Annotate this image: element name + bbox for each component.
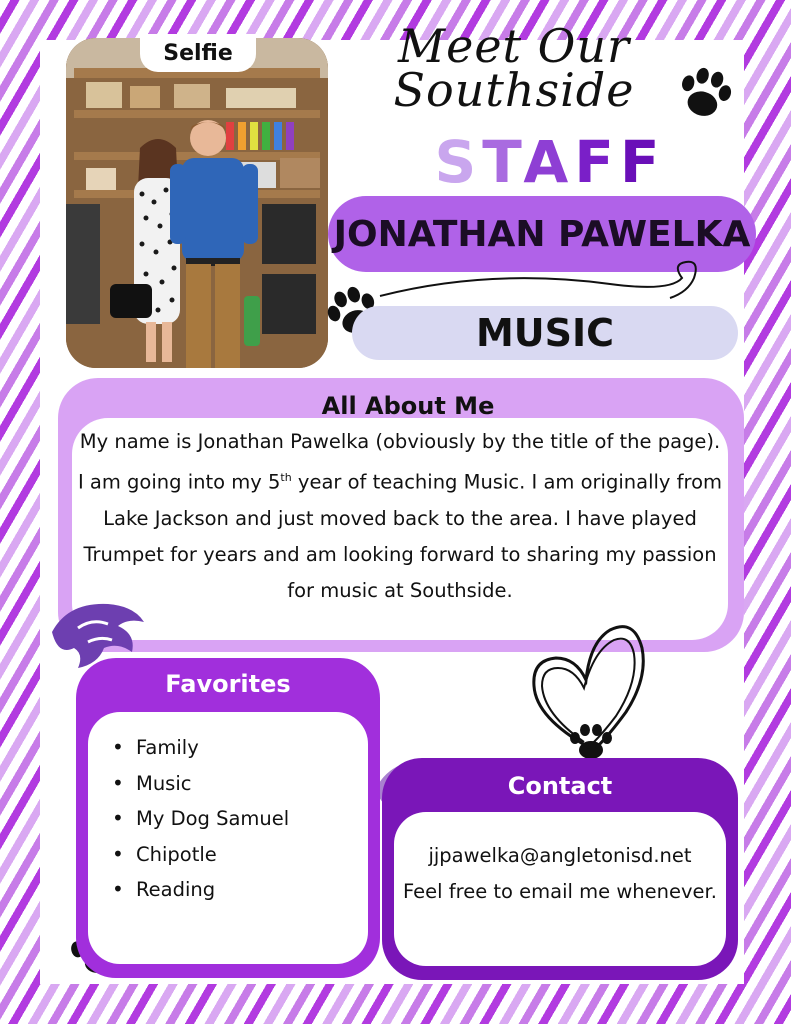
staff-letter: A [523, 128, 575, 196]
selfie-label: Selfie [140, 34, 256, 72]
about-text-sup: th [280, 471, 292, 484]
list-item: • Reading [112, 872, 362, 908]
selfie-photo [66, 38, 328, 368]
staff-letter: F [619, 128, 666, 196]
list-item: • My Dog Samuel [112, 801, 362, 837]
selfie-illustration [66, 38, 328, 368]
contact-note: Feel free to email me whenever. [403, 880, 717, 903]
about-me-text [74, 424, 726, 609]
about-text-part-2: year of teaching Music. I am originally from Lake Jackson and just moved back to the area. I have played Trumpet for years and am looking forward to sharing my passion for music at Southside. [83, 470, 723, 602]
staff-letter: S [434, 128, 483, 196]
favorites-list [112, 730, 362, 908]
staff-letter: F [574, 128, 620, 196]
list-item: • Music [112, 766, 362, 802]
staff-letter: T [482, 128, 524, 196]
contact-title: Contact [507, 772, 613, 800]
paw-print-icon [672, 62, 738, 126]
title-line-1: Meet Our [398, 19, 630, 73]
staff-word [435, 128, 666, 196]
title-line-2: Southside [393, 63, 635, 117]
list-item: • Family [112, 730, 362, 766]
decorative-heart-line [370, 248, 720, 308]
about-text-part-1: My name is Jonathan Pawelka (obviously by the title of the page). I am going into my 5 [77, 430, 721, 494]
staff-name-banner: JONATHAN PAWELKA [328, 196, 756, 272]
subject-banner: MUSIC [352, 306, 738, 360]
contact-text [394, 838, 726, 910]
about-me-title: All About Me [321, 392, 495, 420]
contact-email-link[interactable]: jjpawelka@angletonisd.net [428, 844, 692, 867]
page-title-staff [400, 130, 700, 194]
heart-icon [526, 622, 652, 758]
page-title-script [334, 19, 694, 117]
list-item: • Chipotle [112, 837, 362, 873]
favorites-title: Favorites [165, 670, 291, 698]
